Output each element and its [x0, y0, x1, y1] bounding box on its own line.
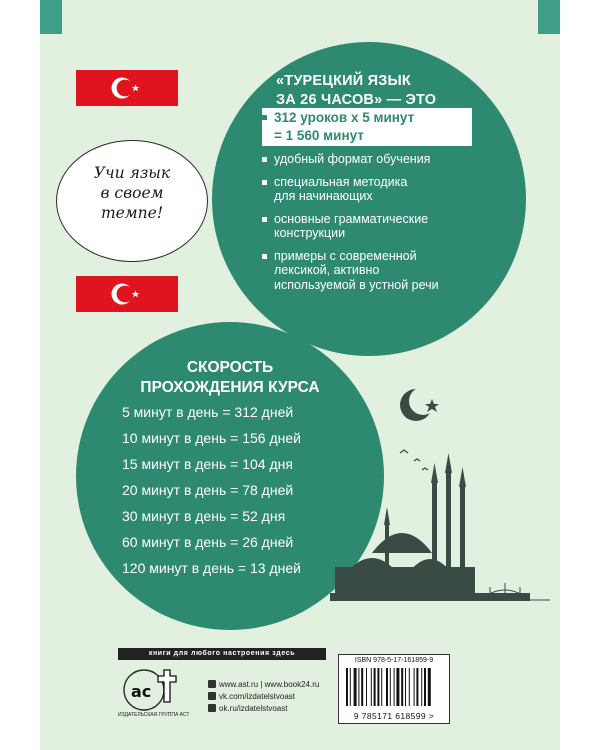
mosque-icon — [330, 453, 530, 601]
speed-title — [100, 358, 360, 398]
top-tab-right — [538, 0, 560, 34]
speed-title-line: СКОРОСТЬ — [186, 359, 274, 376]
turkish-flag-icon — [76, 276, 178, 312]
ok-icon — [208, 704, 216, 712]
vk-link[interactable]: vk.com/izdatelstvoast — [208, 691, 319, 703]
birds-icon — [400, 450, 428, 470]
website-link[interactable]: www.ast.ru | www.book24.ru — [208, 679, 319, 691]
speed-row: 5 минут в день = 312 дней — [122, 404, 294, 420]
features-list — [262, 152, 492, 300]
speed-title-line: ПРОХОЖДЕНИЯ КУРСА — [140, 379, 320, 396]
feature-item: основные грамматические конструкции — [262, 212, 434, 241]
svg-text:ac: ac — [131, 682, 152, 701]
features-title-line: «ТУРЕЦКИЙ ЯЗЫК — [276, 73, 411, 89]
bullet-icon — [262, 180, 267, 185]
barcode-icon — [344, 668, 444, 706]
publisher-links — [208, 679, 319, 715]
speech-line: Учи язык — [93, 164, 171, 182]
web-icon — [208, 680, 216, 688]
bullet-icon — [262, 217, 267, 222]
publisher-caption: ИЗДАТЕЛЬСКАЯ ГРУППА АСТ — [118, 712, 190, 718]
barcode-number: 9 785171 618599 > — [353, 711, 435, 721]
features-title-line: ЗА 26 ЧАСОВ» — ЭТО — [276, 92, 437, 108]
speech-line: темпе! — [100, 204, 164, 222]
speed-row: 120 минут в день = 13 дней — [122, 560, 301, 576]
feature-item: специальная методика для начинающих — [262, 175, 424, 204]
speech-line: в своем — [100, 184, 164, 202]
tagline-strip: книги для любого настроения здесь — [118, 648, 326, 660]
highlight-line: = 1 560 минут — [274, 128, 364, 143]
lessons-highlight-box — [262, 108, 472, 146]
turkish-flag-icon — [76, 70, 178, 106]
bullet-icon — [262, 254, 267, 259]
istanbul-skyline-illustration — [330, 375, 560, 610]
features-title — [276, 72, 486, 110]
vk-icon — [208, 692, 216, 700]
speed-row: 20 минут в день = 78 дней — [122, 482, 294, 498]
speed-row: 15 минут в день = 104 дня — [122, 456, 293, 472]
bullet-icon — [262, 157, 267, 162]
publisher-logo — [118, 664, 188, 720]
isbn-barcode-box — [338, 654, 450, 724]
speed-row: 10 минут в день = 156 дней — [122, 430, 301, 446]
speed-list — [122, 404, 362, 586]
top-tab-left — [40, 0, 62, 34]
speech-bubble — [56, 140, 208, 262]
speed-row: 30 минут в день = 52 дня — [122, 508, 286, 524]
ok-link[interactable]: ok.ru/izdatelstvoast — [208, 703, 319, 715]
feature-item: удобный формат обучения — [262, 152, 434, 167]
isbn-label: ISBN 978-5-17-161859-9 — [354, 657, 434, 664]
highlight-line: 312 уроков х 5 минут — [274, 110, 415, 125]
speed-row: 60 минут в день = 26 дней — [122, 534, 294, 550]
bullet-icon — [262, 115, 267, 120]
feature-item: примеры с современной лексикой, активно используемой в устной речи — [262, 249, 449, 293]
